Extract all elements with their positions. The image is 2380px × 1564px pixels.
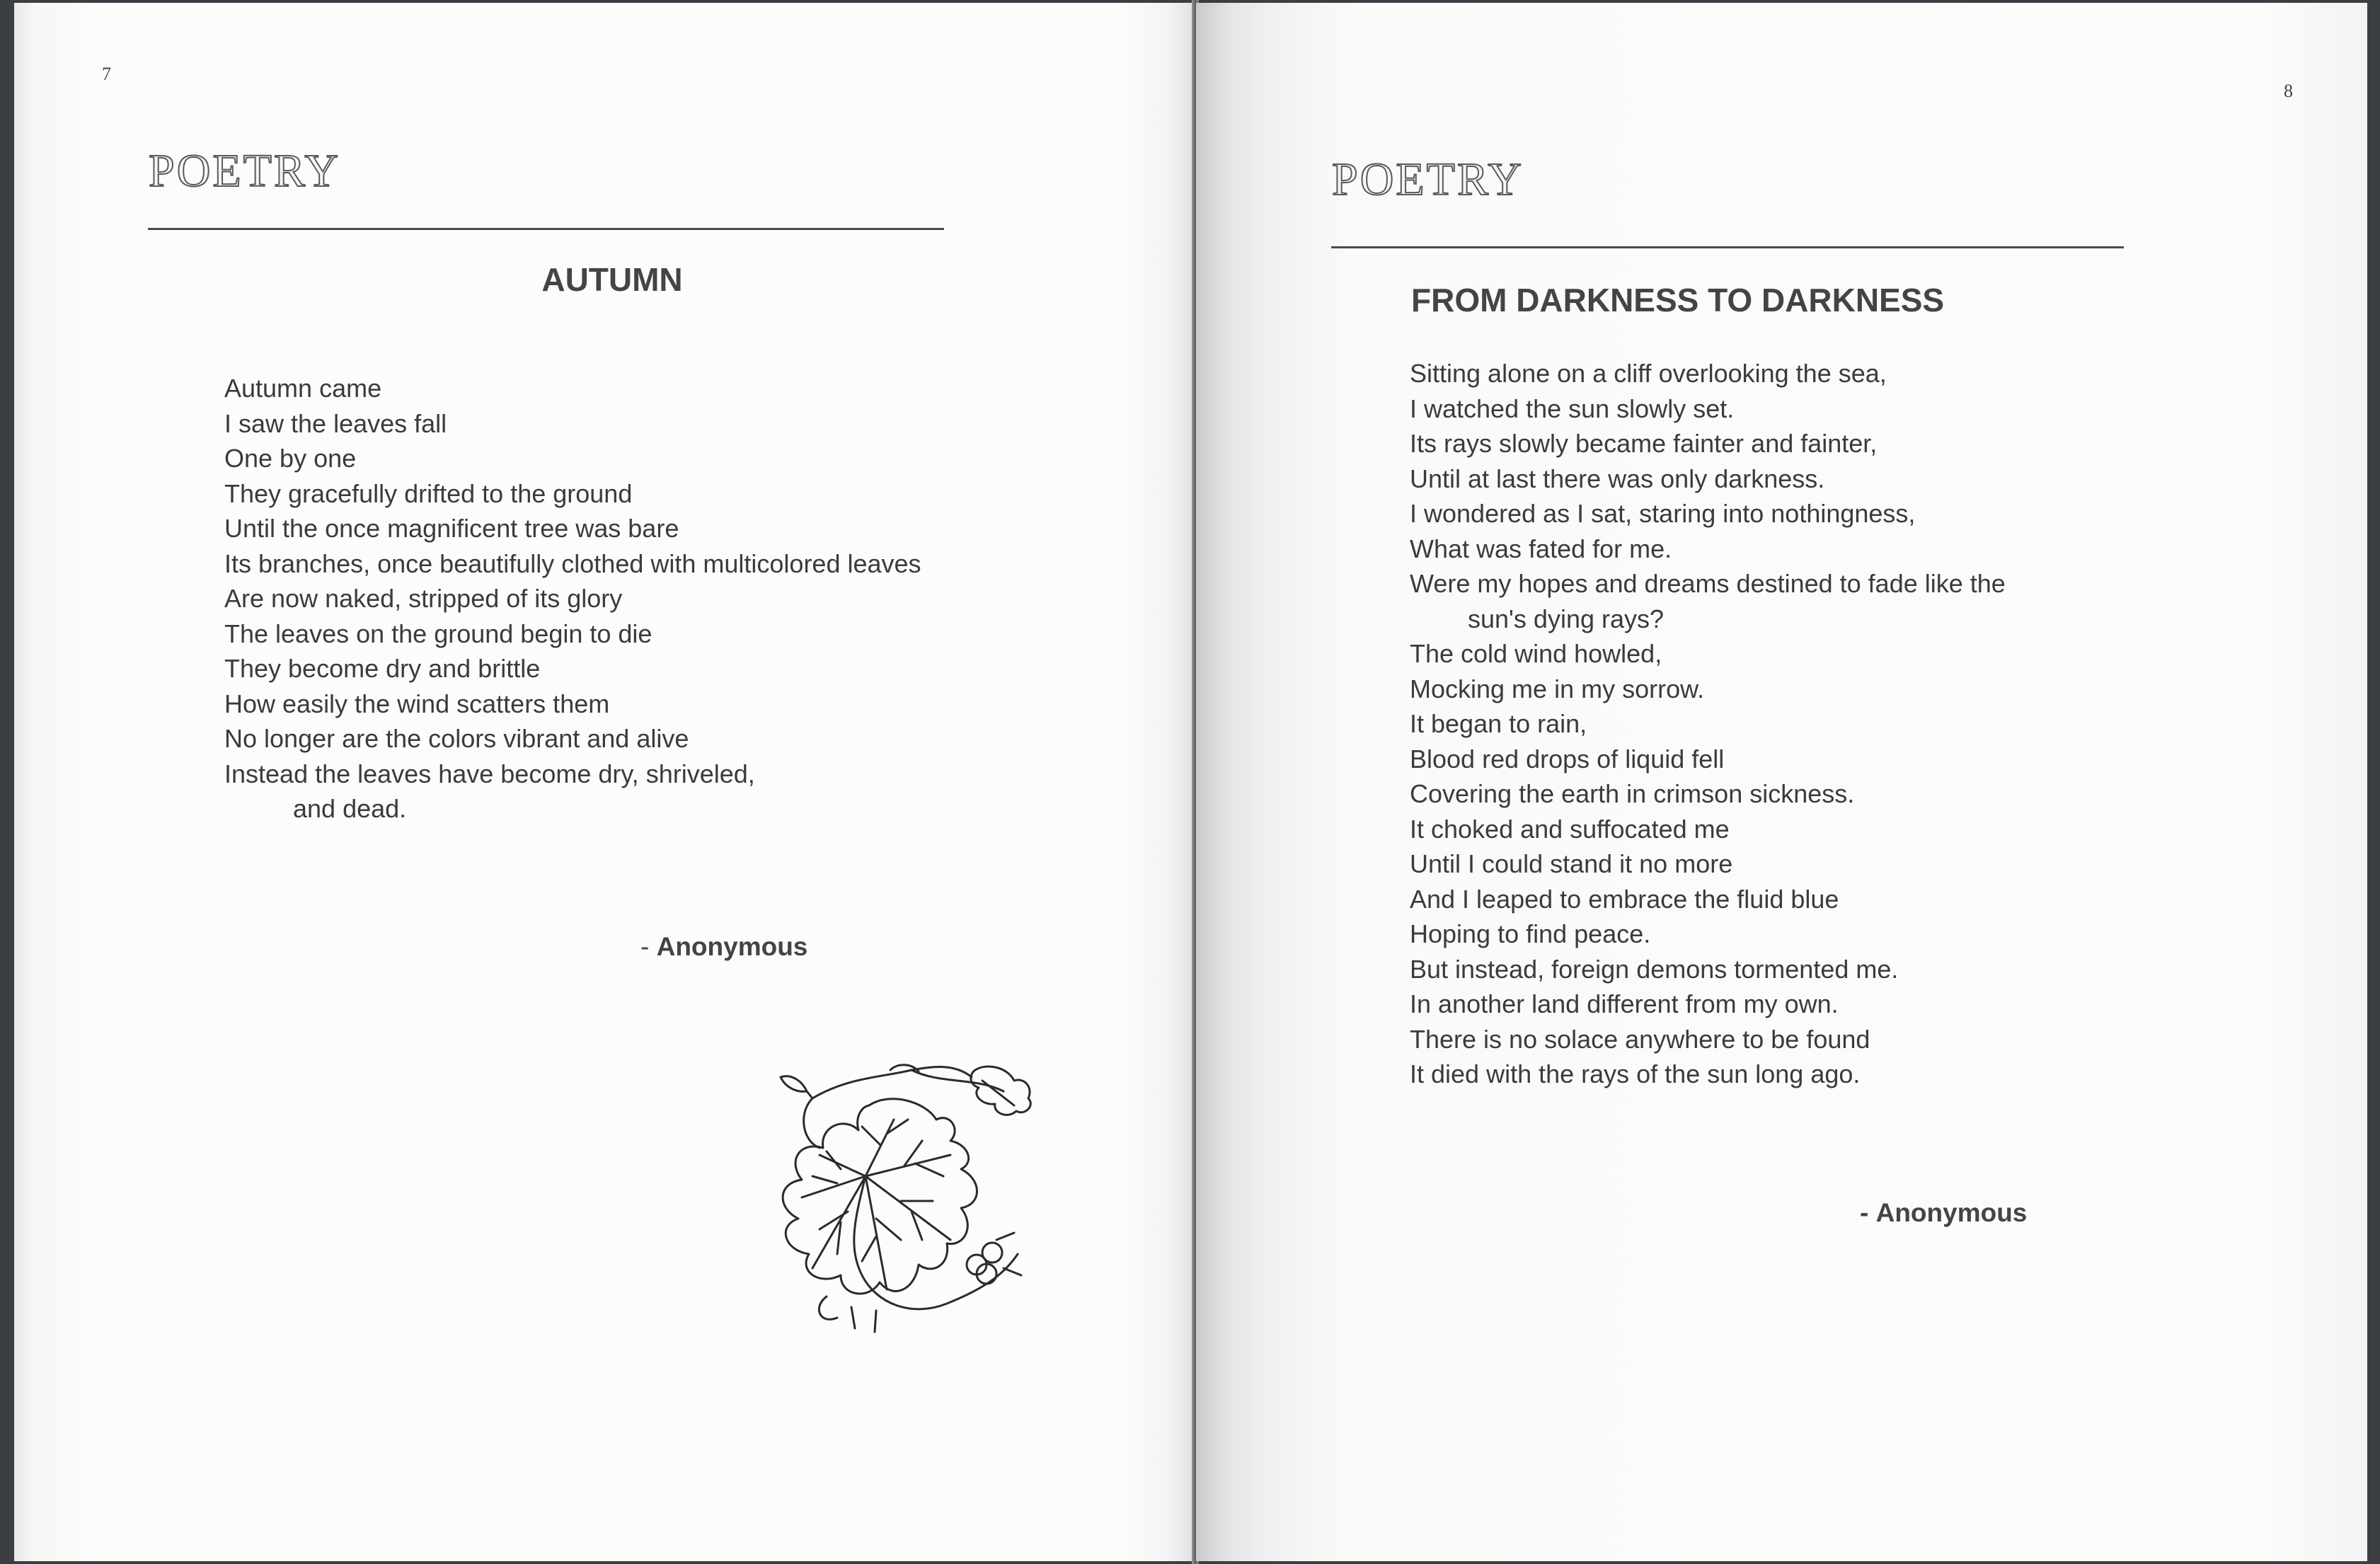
poem-line: Covering the earth in crimson sickness.: [1410, 779, 1855, 808]
heading-divider: [148, 228, 944, 230]
autumn-leaf-illustration-icon: [770, 1063, 1067, 1367]
poem-line: Its rays slowly became fainter and fainter,: [1410, 429, 1878, 458]
poem-line: It choked and suffocated me: [1410, 814, 1730, 844]
heading-divider: [1331, 246, 2124, 248]
poem-line: and dead.: [293, 794, 407, 823]
poem-line: One by one: [224, 444, 357, 473]
poem-line: But instead, foreign demons tormented me.: [1410, 954, 1899, 984]
poem-line: How easily the wind scatters them: [224, 689, 610, 718]
poem-line: Its branches, once beautifully clothed with multicolored leaves: [224, 548, 921, 578]
poem-line: Until at last there was only darkness.: [1410, 464, 1825, 493]
poem-attribution: [1860, 1198, 2027, 1228]
poem-line: And I leaped to embrace the fluid blue: [1410, 884, 1839, 914]
poem-line: sun's dying rays?: [1468, 604, 1665, 633]
poem-line: The leaves on the ground begin to die: [224, 619, 653, 648]
poem-title: FROM DARKNESS TO DARKNESS: [1411, 282, 1945, 318]
poem-line: I saw the leaves fall: [224, 408, 447, 438]
poem-line: Were my hopes and dreams destined to fade like the: [1410, 569, 2006, 598]
poem-line: Until I could stand it no more: [1410, 849, 1733, 878]
poem-line: I wondered as I sat, staring into nothingness,: [1410, 499, 1916, 528]
attribution-name: Anonymous: [656, 932, 808, 961]
poem-line: Sitting alone on a cliff overlooking the sea,: [1410, 359, 1887, 388]
attribution-dash: -: [640, 932, 650, 961]
page-number: 8: [2284, 81, 2293, 101]
poem-body: [224, 371, 921, 827]
section-heading: POETRY: [1332, 154, 1524, 205]
poem-line: What was fated for me.: [1410, 534, 1672, 563]
poem-line: They gracefully drifted to the ground: [224, 478, 633, 508]
poem-line: Instead the leaves have become dry, shriveled,: [224, 759, 755, 788]
poem-line: No longer are the colors vibrant and alive: [224, 724, 689, 753]
poem-line: They become dry and brittle: [224, 654, 541, 683]
poem-line: There is no solace anywhere to be found: [1410, 1024, 1870, 1054]
poem-line: Are now naked, stripped of its glory: [224, 584, 623, 613]
poem-attribution: [640, 932, 807, 962]
book-edge: [2367, 0, 2380, 1564]
left-page: [14, 3, 1193, 1561]
poem-line: Autumn came: [224, 374, 382, 403]
attribution-dash: -: [1860, 1198, 1869, 1227]
poem-line: I watched the sun slowly set.: [1410, 393, 1735, 423]
poem-line: Mocking me in my sorrow.: [1410, 674, 1705, 703]
poem-line: Hoping to find peace.: [1410, 919, 1651, 948]
poem-line: It began to rain,: [1410, 709, 1587, 738]
poem-line: The cold wind howled,: [1410, 639, 1662, 668]
poem-line: Blood red drops of liquid fell: [1410, 744, 1725, 774]
poem-line: Until the once magnificent tree was bare: [224, 514, 679, 543]
page-number: 7: [102, 64, 111, 84]
poem-title: AUTUMN: [541, 261, 683, 298]
poem-line: In another land different from my own.: [1410, 989, 1839, 1018]
attribution-name: Anonymous: [1875, 1198, 2028, 1227]
right-page: [1196, 3, 2367, 1561]
section-heading: POETRY: [149, 145, 341, 197]
poem-line: It died with the rays of the sun long ago.: [1410, 1059, 1861, 1088]
poem-body: [1410, 356, 2006, 1092]
